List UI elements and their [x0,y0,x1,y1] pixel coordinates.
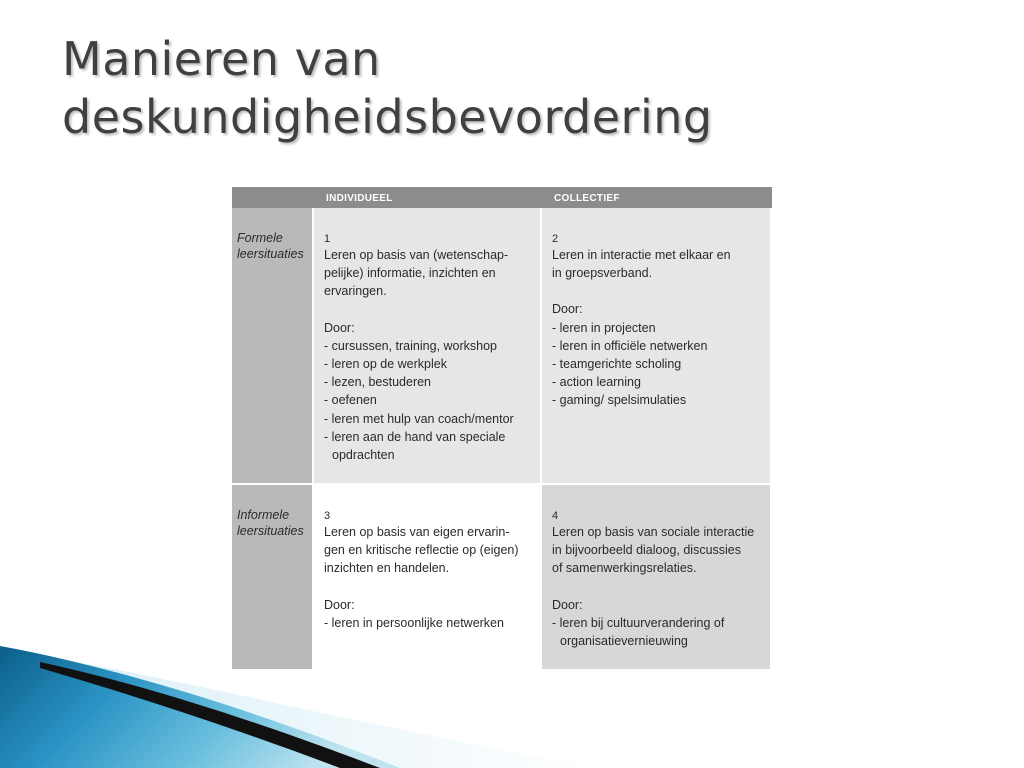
cell-text-line: Leren op basis van eigen ervarin- [324,525,510,539]
cell-text-line: gen en kritische reflectie op (eigen) [324,543,519,558]
cell-text-line: Leren op basis van sociale interactie [552,525,755,539]
cell-text-line: - leren bij cultuurverandering of [552,615,725,630]
cell-text-line: Door: [324,597,355,612]
cell-text-line: Leren op basis van (wetenschap- [324,248,509,262]
row-label-informele [232,485,314,669]
learning-situations-table [232,187,772,669]
cell-text-line: Door: [552,597,583,612]
cell-spacer [324,301,532,319]
cell-number: 2 [552,233,559,245]
cell-text-line: Door: [324,320,355,335]
cell-text-line: - cursussen, training, workshop [324,338,497,353]
cell-4 [542,485,772,669]
cell-text-line: - leren op de werkplek [324,357,447,372]
cell-text-line: Leren in interactie met elkaar en [552,248,731,262]
title-line-1: Manieren van [62,32,381,86]
row-label-formele [232,208,314,485]
cell-text-line: - leren in officiële netwerken [552,338,708,353]
title-line-2: deskundigheidsbevordering [62,90,713,144]
cell-text-line: ervaringen. [324,284,387,299]
cell-text-line: - leren in projecten [552,320,656,335]
cell-text-line: - lezen, bestuderen [324,375,432,390]
cell-text-line: - teamgerichte scholing [552,357,682,372]
cell-3 [314,485,542,669]
cell-text-line: - gaming/ spelsimulaties [552,393,687,408]
header-corner [232,187,314,208]
cell-number: 3 [324,510,331,522]
row-label-line: Informele [237,508,290,522]
cell-2 [542,208,772,485]
cell-text-line: - leren met hulp van coach/mentor [324,411,514,426]
cell-text-line: in bijvoorbeeld dialoog, discussies [552,543,742,558]
cell-text-line: in groepsverband. [552,266,653,281]
cell-spacer [324,578,532,596]
row-label-line: leersituaties [237,247,304,261]
cell-text-line: - oefenen [324,393,377,408]
cell-text-line: pelijke) informatie, inzichten en [324,266,496,281]
cell-text-line: of samenwerkingsrelaties. [552,561,697,576]
cell-text-line: - leren aan de hand van speciale [324,429,506,444]
header-collectief: COLLECTIEF [542,187,772,208]
cell-text-line: - action learning [552,375,641,390]
cell-text-line: organisatievernieuwing [560,634,688,649]
row-label-line: Formele [237,231,283,245]
cell-text-line: opdrachten [332,448,395,463]
cell-number: 1 [324,233,331,245]
cell-spacer [552,282,762,300]
cell-text-line: Door: [552,302,583,317]
cell-text-line: inzichten en handelen. [324,561,450,576]
cell-1 [314,208,542,485]
cell-text-line: - leren in persoonlijke netwerken [324,615,504,630]
cell-number: 4 [552,510,559,522]
row-label-line: leersituaties [237,524,304,538]
cell-spacer [552,578,762,596]
header-individueel: INDIVIDUEEL [314,187,542,208]
slide-title [62,30,962,146]
